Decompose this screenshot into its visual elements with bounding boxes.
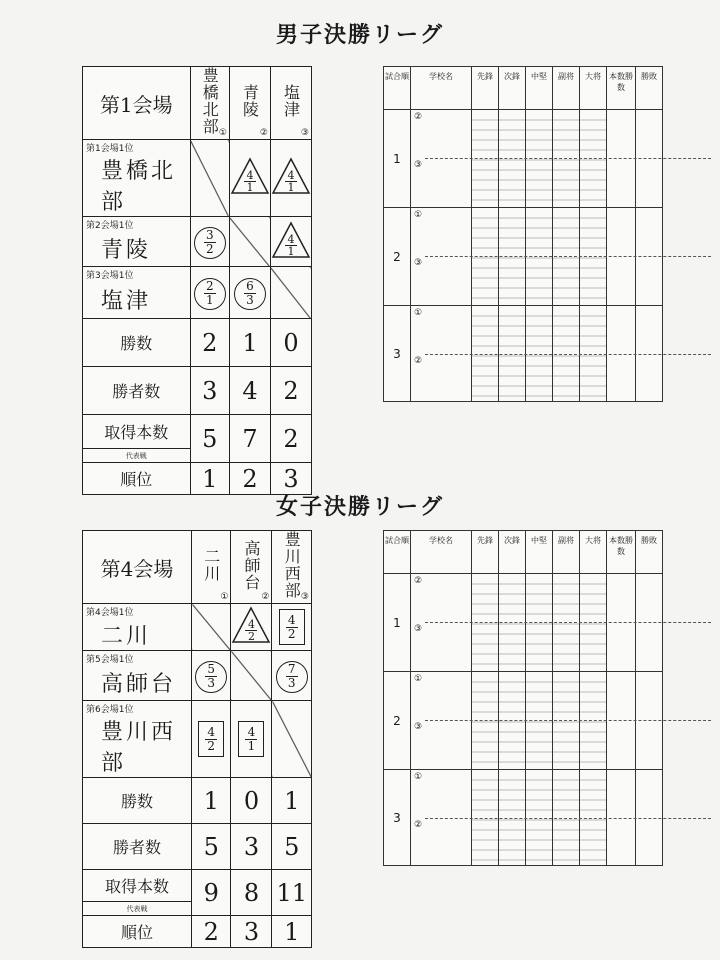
score-top: 4 — [207, 724, 216, 739]
schedule-header: 試合順 — [384, 531, 411, 574]
wins-value: 1 — [192, 778, 231, 824]
score-top: 4 — [287, 612, 296, 627]
wins-value: 1 — [272, 778, 312, 824]
schedule-header: 学校名 — [411, 531, 472, 574]
school-cell: ① ② — [411, 770, 472, 866]
schedule-header: 次鋒 — [499, 67, 526, 110]
school-cell: ① ③ — [411, 672, 472, 770]
team-row-3: 第6会場1位 豊川西部 — [83, 701, 192, 778]
rank-value: 1 — [190, 463, 229, 495]
schedule-header: 試合順 — [384, 67, 411, 110]
team-header-2: 高師台 ② — [231, 531, 272, 604]
team-row-1: 第4会場1位 二川 — [83, 604, 192, 651]
schedule-header: 本数勝数 — [607, 67, 636, 110]
self-cell — [270, 267, 311, 319]
score-bottom: 3 — [246, 293, 254, 308]
rank-value: 3 — [270, 463, 311, 495]
result-cell — [231, 604, 272, 651]
score-top: 4 — [287, 232, 295, 246]
schedule-header: 次鋒 — [499, 531, 526, 574]
women-title: 女子決勝リーグ — [275, 495, 444, 520]
rep-match-label: 代表戦 — [83, 449, 191, 463]
men-schedule-table — [383, 66, 663, 402]
score-mark-circle — [194, 227, 226, 259]
points-value: 7 — [229, 415, 270, 463]
match-number: 1 — [384, 110, 411, 208]
team-header-1: 二川 ① — [192, 531, 231, 604]
score-bottom: 2 — [207, 738, 216, 753]
schedule-header: 大将 — [580, 67, 607, 110]
wins-value: 0 — [270, 319, 311, 367]
score-mark-circle — [195, 661, 227, 693]
match-number: 3 — [384, 770, 411, 866]
points-value: 9 — [192, 870, 231, 916]
result-cell — [192, 651, 231, 701]
schedule-header: 本数勝数 — [607, 531, 636, 574]
result-cell — [270, 217, 311, 267]
wins-value: 2 — [190, 319, 229, 367]
score-bottom: 2 — [205, 242, 214, 257]
rank-value: 1 — [272, 916, 312, 948]
team-header-2: 青陵 ② — [229, 67, 270, 140]
winners-label: 勝者数 — [83, 367, 191, 415]
result-cell — [229, 140, 270, 217]
self-cell — [190, 140, 229, 217]
result-cell — [190, 217, 229, 267]
result-cell — [272, 651, 312, 701]
men-league-table — [82, 66, 312, 495]
result-cell — [231, 701, 272, 778]
women-league-table — [82, 530, 312, 948]
score-mark-triangle — [231, 606, 271, 644]
score-bottom: 3 — [287, 676, 296, 691]
winners-value: 5 — [272, 824, 312, 870]
winners-label: 勝者数 — [83, 824, 192, 870]
men-title: 男子決勝リーグ — [275, 23, 444, 48]
match-number: 2 — [384, 208, 411, 306]
score-mark-circle — [234, 278, 266, 310]
points-label: 取得本数 — [83, 415, 191, 449]
school-cell: ② ③ — [411, 574, 472, 672]
score-top: 6 — [246, 279, 254, 294]
schedule-header: 先鋒 — [472, 67, 499, 110]
schedule-header: 勝敗 — [636, 531, 663, 574]
schedule-header: 勝敗 — [636, 67, 663, 110]
team-row-2: 第2会場1位 青陵 — [83, 217, 191, 267]
score-bottom: 3 — [207, 676, 216, 691]
points-value: 8 — [231, 870, 272, 916]
score-mark-square — [238, 721, 264, 757]
self-cell — [272, 701, 312, 778]
score-bottom: 1 — [205, 293, 214, 308]
team-header-3: 豊川西部 ③ — [272, 531, 312, 604]
score-mark-triangle — [271, 221, 311, 259]
schedule-header: 中堅 — [526, 531, 553, 574]
winners-value: 2 — [270, 367, 311, 415]
result-cell — [192, 701, 231, 778]
winners-value: 4 — [229, 367, 270, 415]
result-cell — [272, 604, 312, 651]
score-mark-triangle — [230, 157, 270, 195]
schedule-header: 中堅 — [526, 67, 553, 110]
schedule-header: 大将 — [580, 531, 607, 574]
match-number: 3 — [384, 306, 411, 402]
match-number: 1 — [384, 574, 411, 672]
school-cell: ① ② — [411, 306, 472, 402]
self-cell — [229, 217, 270, 267]
schedule-header: 副将 — [553, 531, 580, 574]
score-bottom: 2 — [247, 630, 255, 643]
points-value: 2 — [270, 415, 311, 463]
venue-label: 第4会場 — [83, 531, 192, 604]
score-bottom: 2 — [287, 626, 296, 641]
score-bottom: 1 — [287, 244, 295, 258]
score-top: 5 — [207, 662, 216, 677]
schedule-header: 副将 — [553, 67, 580, 110]
team-row-2: 第5会場1位 高師台 — [83, 651, 192, 701]
score-top: 4 — [246, 169, 254, 182]
rank-value: 3 — [231, 916, 272, 948]
score-top: 4 — [287, 169, 295, 182]
score-top: 7 — [287, 662, 296, 677]
schedule-header: 先鋒 — [472, 531, 499, 574]
wins-value: 0 — [231, 778, 272, 824]
team-row-3: 第3会場1位 塩津 — [83, 267, 191, 319]
self-cell — [192, 604, 231, 651]
score-top: 4 — [247, 618, 255, 631]
rank-label: 順位 — [83, 463, 191, 495]
team-header-3: 塩津 ③ — [270, 67, 311, 140]
schedule-header: 学校名 — [411, 67, 472, 110]
venue-label: 第1会場 — [83, 67, 191, 140]
wins-value: 1 — [229, 319, 270, 367]
school-cell: ① ③ — [411, 208, 472, 306]
score-bottom: 1 — [247, 738, 256, 753]
score-mark-circle — [194, 278, 226, 310]
rank-value: 2 — [229, 463, 270, 495]
wins-label: 勝数 — [83, 778, 192, 824]
winners-value: 3 — [231, 824, 272, 870]
points-value: 5 — [190, 415, 229, 463]
score-top: 4 — [247, 724, 256, 739]
school-cell: ② ③ — [411, 110, 472, 208]
points-label: 取得本数 — [83, 870, 192, 902]
winners-value: 5 — [192, 824, 231, 870]
score-top: 3 — [205, 228, 214, 243]
rank-value: 2 — [192, 916, 231, 948]
rep-match-label: 代表戦 — [83, 902, 192, 916]
score-mark-triangle — [271, 157, 311, 195]
women-schedule-table — [383, 530, 663, 866]
score-bottom: 1 — [246, 181, 254, 194]
score-mark-circle — [276, 661, 308, 693]
team-header-1: 豊橋北部 ① — [190, 67, 229, 140]
score-mark-square — [279, 609, 305, 645]
match-number: 2 — [384, 672, 411, 770]
rank-label: 順位 — [83, 916, 192, 948]
score-top: 2 — [205, 279, 214, 294]
result-cell — [270, 140, 311, 217]
team-row-1: 第1会場1位 豊橋北部 — [83, 140, 191, 217]
winners-value: 3 — [190, 367, 229, 415]
self-cell — [231, 651, 272, 701]
wins-label: 勝数 — [83, 319, 191, 367]
result-cell — [229, 267, 270, 319]
score-bottom: 1 — [287, 181, 295, 194]
result-cell — [190, 267, 229, 319]
score-mark-square — [198, 721, 224, 757]
points-value: 11 — [272, 870, 312, 916]
